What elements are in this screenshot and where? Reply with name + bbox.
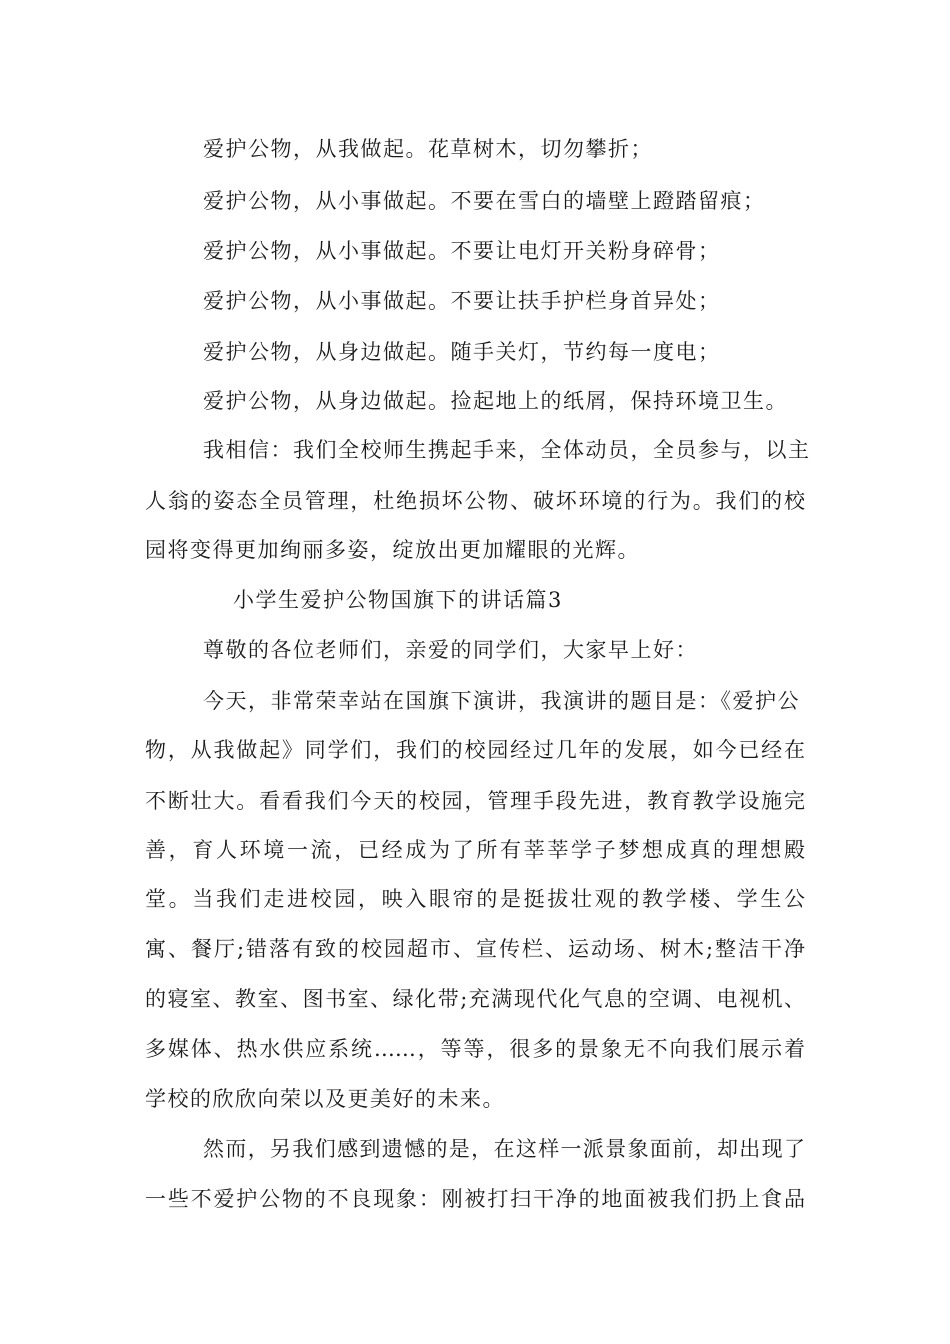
text-line: 爱护公物，从身边做起。随手关灯，节约每一度电； — [203, 340, 721, 364]
section-heading: 小学生爱护公物国旗下的讲话篇3 — [233, 588, 563, 612]
text-line: 善，育人环境一流，已经成为了所有莘莘学子梦想成真的理想殿 — [145, 838, 805, 862]
text-line: 不断壮大。看看我们今天的校园，管理手段先进，教育教学设施完 — [145, 789, 805, 813]
text-line: 学校的欣欣向荣以及更美好的未来。 — [145, 1087, 505, 1111]
text-line: 今天，非常荣幸站在国旗下演讲，我演讲的题目是：《爱护公 — [203, 689, 800, 713]
text-line: 寓、餐厅;错落有致的校园超市、宣传栏、运动场、树木;整洁干净 — [145, 937, 805, 961]
text-line: 爱护公物，从身边做起。捡起地上的纸屑，保持环境卫生。 — [203, 389, 788, 413]
text-line: 多媒体、热水供应系统……，等等，很多的景象无不向我们展示着 — [145, 1037, 805, 1061]
text-line: 我相信：我们全校师生携起手来，全体动员，全员参与，以主 — [203, 438, 811, 462]
text-line: 人翁的姿态全员管理，杜绝损坏公物、破坏环境的行为。我们的校 — [145, 489, 805, 513]
text-line: 物，从我做起》同学们，我们的校园经过几年的发展，如今已经在 — [145, 738, 805, 762]
text-line: 然而，另我们感到遗憾的是，在这样一派景象面前，却出现了 — [203, 1137, 805, 1161]
text-line: 一些不爱护公物的不良现象：刚被打扫干净的地面被我们扔上食品 — [145, 1187, 805, 1211]
text-line: 爱护公物，从我做起。花草树木，切勿攀折； — [203, 137, 653, 161]
text-line: 尊敬的各位老师们，亲爱的同学们，大家早上好： — [203, 638, 698, 662]
text-line: 爱护公物，从小事做起。不要让扶手护栏身首异处； — [203, 289, 721, 313]
text-line: 爱护公物，从小事做起。不要让电灯开关粉身碎骨； — [203, 239, 721, 263]
text-line: 爱护公物，从小事做起。不要在雪白的墙壁上蹬踏留痕； — [203, 189, 766, 213]
text-line: 堂。当我们走进校园，映入眼帘的是挺拔壮观的教学楼、学生公 — [145, 887, 805, 911]
text-line: 园将变得更加绚丽多姿，绽放出更加耀眼的光辉。 — [145, 538, 640, 562]
text-line: 的寝室、教室、图书室、绿化带;充满现代化气息的空调、电视机、 — [145, 987, 805, 1011]
